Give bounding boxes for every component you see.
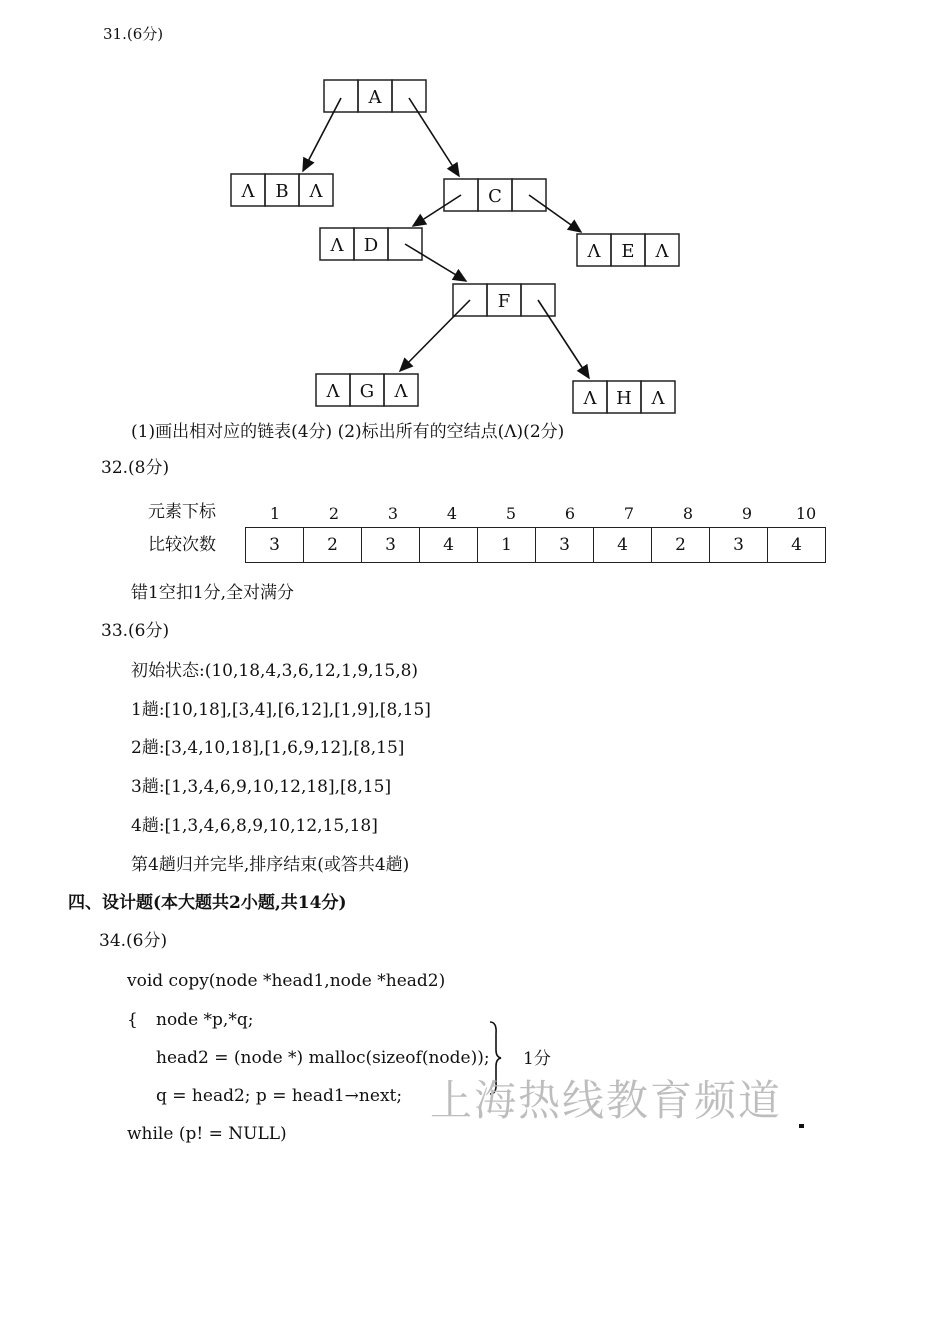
q32-note: 错1空扣1分,全对满分	[131, 583, 295, 603]
node-b-label: B	[275, 181, 289, 202]
index-cell: 9	[741, 504, 753, 523]
table-row	[246, 528, 826, 563]
count-cell: 3	[710, 528, 768, 563]
code-line: void copy(node *head1,node *head2)	[127, 971, 446, 991]
linked-tree-diagram	[0, 0, 950, 420]
code-line: head2 = (node *) malloc(sizeof(node));	[156, 1048, 490, 1068]
null-icon: Λ	[241, 181, 255, 202]
null-icon: Λ	[587, 241, 601, 262]
node-g-label: G	[359, 381, 375, 402]
null-icon: Λ	[394, 381, 408, 402]
null-icon: Λ	[309, 181, 323, 202]
node-e-label: E	[621, 241, 635, 262]
count-cell: 2	[652, 528, 710, 563]
index-cell: 4	[446, 504, 458, 523]
q31-heading: 31.(6分)	[103, 25, 164, 43]
node-d-label: D	[363, 235, 379, 256]
count-cell: 4	[420, 528, 478, 563]
index-cell: 7	[623, 504, 635, 523]
node-a-label: A	[368, 87, 382, 108]
q33-heading: 33.(6分)	[101, 621, 170, 641]
q33-line: 初始状态:(10,18,4,3,6,12,1,9,15,8)	[131, 661, 419, 681]
index-cell: 1	[269, 504, 281, 523]
score-note: 1分	[523, 1049, 551, 1069]
q32-heading: 32.(8分)	[101, 458, 170, 478]
null-icon: Λ	[655, 241, 669, 262]
count-cell: 4	[768, 528, 826, 563]
code-line: q = head2; p = head1→next;	[156, 1086, 403, 1106]
q33-line: 1趟:[10,18],[3,4],[6,12],[1,9],[8,15]	[131, 700, 431, 720]
null-icon: Λ	[326, 381, 340, 402]
count-cell: 3	[362, 528, 420, 563]
comparison-table	[245, 527, 826, 563]
null-icon: Λ	[330, 235, 344, 256]
null-icon: Λ	[651, 388, 665, 409]
section-title: 四、设计题(本大题共2小题,共14分)	[68, 893, 347, 913]
index-cell: 2	[328, 504, 340, 523]
index-cell: 3	[387, 504, 399, 523]
count-cell: 2	[304, 528, 362, 563]
q33-line: 2趟:[3,4,10,18],[1,6,9,12],[8,15]	[131, 738, 405, 758]
code-line: {	[127, 1010, 138, 1030]
node-f-label: F	[497, 291, 511, 312]
node-h-label: H	[616, 388, 632, 409]
count-cell: 3	[246, 528, 304, 563]
q34-heading: 34.(6分)	[99, 931, 168, 951]
index-row-label: 元素下标	[148, 502, 216, 522]
count-cell: 3	[536, 528, 594, 563]
index-cell: 5	[505, 504, 517, 523]
watermark: 上海热线教育频道	[430, 1076, 783, 1125]
index-cell: 10	[795, 504, 817, 523]
index-cell: 8	[682, 504, 694, 523]
count-cell: 1	[478, 528, 536, 563]
code-line: node *p,*q;	[156, 1010, 254, 1030]
q33-line: 第4趟归并完毕,排序结束(或答共4趟)	[131, 855, 410, 875]
q33-line: 3趟:[1,3,4,6,9,10,12,18],[8,15]	[131, 777, 392, 797]
count-cell: 4	[594, 528, 652, 563]
index-cell: 6	[564, 504, 576, 523]
node-c-label: C	[488, 186, 502, 207]
null-icon: Λ	[583, 388, 597, 409]
q33-line: 4趟:[1,3,4,6,8,9,10,12,15,18]	[131, 816, 378, 836]
q31-caption: (1)画出相对应的链表(4分) (2)标出所有的空结点(Λ)(2分)	[131, 422, 565, 442]
dot-mark	[799, 1124, 804, 1128]
code-line: while (p! = NULL)	[127, 1124, 287, 1144]
count-row-label: 比较次数	[148, 535, 216, 555]
